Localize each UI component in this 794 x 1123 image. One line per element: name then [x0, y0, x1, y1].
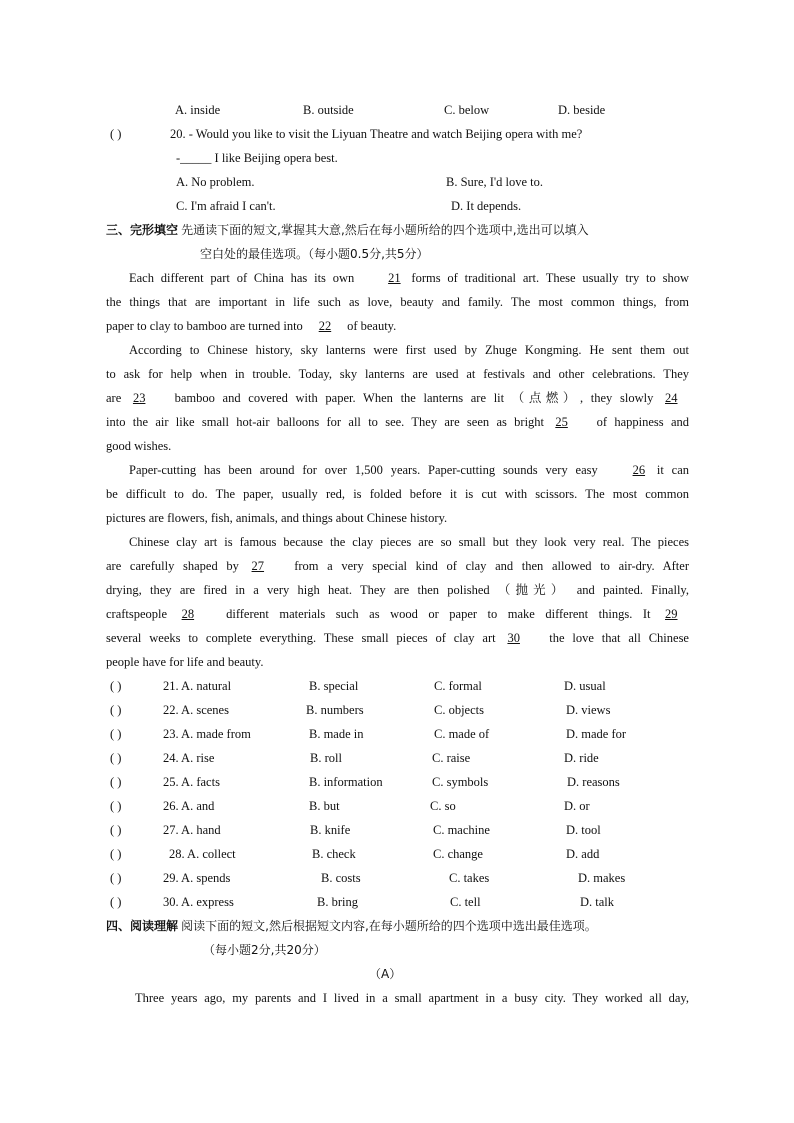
blank-22: 22	[318, 319, 332, 333]
q27-option-d: D. tool	[566, 823, 601, 837]
blank-28: 28	[181, 607, 195, 621]
q28-option-c: C. change	[433, 847, 483, 861]
passage-line: are 23 bamboo and covered with paper. When the lanterns are lit （点燃）, they slowly 24	[106, 390, 689, 406]
passage-line: are carefully shaped by 27 from a very special kind of clay and then allowed to air-dry. After	[106, 559, 689, 573]
q19-option-c: C. below	[444, 103, 490, 117]
blank-24: 24	[665, 391, 678, 405]
section4-heading: 四、阅读理解	[106, 919, 179, 933]
section3-heading: 三、完形填空	[106, 223, 179, 237]
q19-option-b: B. outside	[303, 103, 354, 117]
answer-paren: ( )	[110, 775, 122, 789]
blank-26: 26	[632, 463, 646, 477]
passage-line: Each different part of China has its own 21 forms of traditional art. These usually try to show	[129, 271, 689, 285]
answer-paren: ( )	[110, 751, 122, 765]
q27-option-c: C. machine	[433, 823, 490, 837]
q20-option-a: A. No problem.	[176, 175, 255, 189]
q30-option-c: C. tell	[450, 895, 481, 909]
q25-option-a: 25. A. facts	[163, 775, 220, 789]
blank-29: 29	[665, 607, 678, 621]
passage-line: Paper-cutting has been around for over 1,500 years. Paper-cutting sounds very easy 26 it can	[129, 463, 689, 477]
q22-option-d: D. views	[566, 703, 611, 717]
answer-paren: ( )	[110, 727, 122, 741]
q20-option-c: C. I'm afraid I can't.	[176, 199, 276, 213]
passage-a-first-line: Three years ago, my parents and I lived in a small apartment in a busy city. They worked all day,	[135, 991, 689, 1005]
q21-option-b: B. special	[309, 679, 359, 693]
q28-option-d: D. add	[566, 847, 600, 861]
q28-option-a: 28. A. collect	[169, 847, 236, 861]
q20-answer-paren: ( )	[110, 127, 122, 141]
passage-label: （A）	[369, 967, 402, 981]
passage-line: be difficult to do. The paper, usually red, is folded before it is cut with scissors. The most common	[106, 487, 689, 501]
q23-option-d: D. made for	[566, 727, 627, 741]
q24-option-a: 24. A. rise	[163, 751, 215, 765]
section3-heading-line	[106, 222, 589, 238]
section3-instruction: 先通读下面的短文,掌握其大意,然后在每小题所给的四个选项中,选出可以填入	[181, 223, 589, 237]
passage-line: craftspeople 28 different materials such as wood or paper to make different things. It 29	[106, 606, 689, 622]
q24-option-c: C. raise	[432, 751, 471, 765]
answer-paren: ( )	[110, 799, 122, 813]
q23-option-b: B. made in	[309, 727, 364, 741]
q29-option-c: C. takes	[449, 871, 490, 885]
q26-option-b: B. but	[309, 799, 340, 813]
blank-30: 30	[507, 631, 520, 645]
section4-instruction-2: （每小题2分,共20分）	[203, 943, 326, 957]
q26-option-c: C. so	[430, 799, 456, 813]
q22-option-c: C. objects	[434, 703, 484, 717]
passage-line: good wishes.	[106, 439, 172, 453]
q20-option-d: D. It depends.	[451, 199, 522, 213]
q21-option-c: C. formal	[434, 679, 482, 693]
blank-23: 23	[132, 391, 146, 405]
section4-instruction: 阅读下面的短文,然后根据短文内容,在每小题所给的四个选项中选出最佳选项。	[181, 919, 597, 933]
q21-option-d: D. usual	[564, 679, 606, 693]
q30-option-a: 30. A. express	[163, 895, 234, 909]
answer-paren: ( )	[110, 679, 122, 693]
q30-option-b: B. bring	[317, 895, 358, 909]
q29-option-a: 29. A. spends	[163, 871, 231, 885]
q26-option-d: D. or	[564, 799, 590, 813]
passage-line: to ask for help when in trouble. Today, sky lanterns are used at festivals and other celebrations. They	[106, 367, 689, 381]
q23-option-a: 23. A. made from	[163, 727, 251, 741]
blank-27: 27	[251, 559, 265, 573]
passage-line: people have for life and beauty.	[106, 655, 264, 669]
passage-line: pictures are flowers, fish, animals, and things about Chinese history.	[106, 511, 448, 525]
answer-paren: ( )	[110, 847, 122, 861]
q26-option-a: 26. A. and	[163, 799, 215, 813]
q20-reply: -_____ I like Beijing opera best.	[176, 151, 338, 165]
passage-line: drying, they are fired in a very high heat. They are then polished （抛光） and painted. Finally,	[106, 583, 689, 597]
q24-option-d: D. ride	[564, 751, 599, 765]
q25-option-d: D. reasons	[567, 775, 620, 789]
q29-option-d: D. makes	[578, 871, 626, 885]
q25-option-b: B. information	[309, 775, 383, 789]
q29-option-b: B. costs	[321, 871, 361, 885]
passage-line: the things that are important in life such as love, beauty and family. The most common things, from	[106, 295, 689, 309]
passage-line: According to Chinese history, sky lanterns were first used by Zhuge Kongming. He sent them out	[129, 343, 689, 357]
section3-instruction-2: 空白处的最佳选项。（每小题0.5分,共5分）	[200, 247, 429, 261]
answer-paren: ( )	[110, 703, 122, 717]
q30-option-d: D. talk	[580, 895, 615, 909]
q24-option-b: B. roll	[310, 751, 342, 765]
passage-line: Chinese clay art is famous because the clay pieces are so small but they look very real. The pieces	[129, 535, 689, 549]
q22-option-a: 22. A. scenes	[163, 703, 229, 717]
q23-option-c: C. made of	[434, 727, 490, 741]
q27-option-b: B. knife	[310, 823, 351, 837]
passage-line: paper to clay to bamboo are turned into 22 of beauty.	[106, 319, 397, 333]
answer-paren: ( )	[110, 871, 122, 885]
q20-stem: 20. - Would you like to visit the Liyuan Theatre and watch Beijing opera with me?	[170, 127, 583, 141]
q21-option-a: 21. A. natural	[163, 679, 232, 693]
q28-option-b: B. check	[312, 847, 356, 861]
passage-line: several weeks to complete everything. These small pieces of clay art 30 the love that all Chinese	[106, 631, 689, 645]
q25-option-c: C. symbols	[432, 775, 489, 789]
q19-option-a: A. inside	[175, 103, 221, 117]
blank-25: 25	[555, 415, 568, 429]
q22-option-b: B. numbers	[306, 703, 364, 717]
q27-option-a: 27. A. hand	[163, 823, 221, 837]
section4-heading-line	[106, 918, 597, 934]
answer-paren: ( )	[110, 823, 122, 837]
blank-21: 21	[388, 271, 401, 285]
passage-line: into the air like small hot-air balloons for all to see. They are seen as bright 25 of happiness and	[106, 415, 689, 429]
q19-option-d: D. beside	[558, 103, 606, 117]
q20-option-b: B. Sure, I'd love to.	[446, 175, 544, 189]
answer-paren: ( )	[110, 895, 122, 909]
